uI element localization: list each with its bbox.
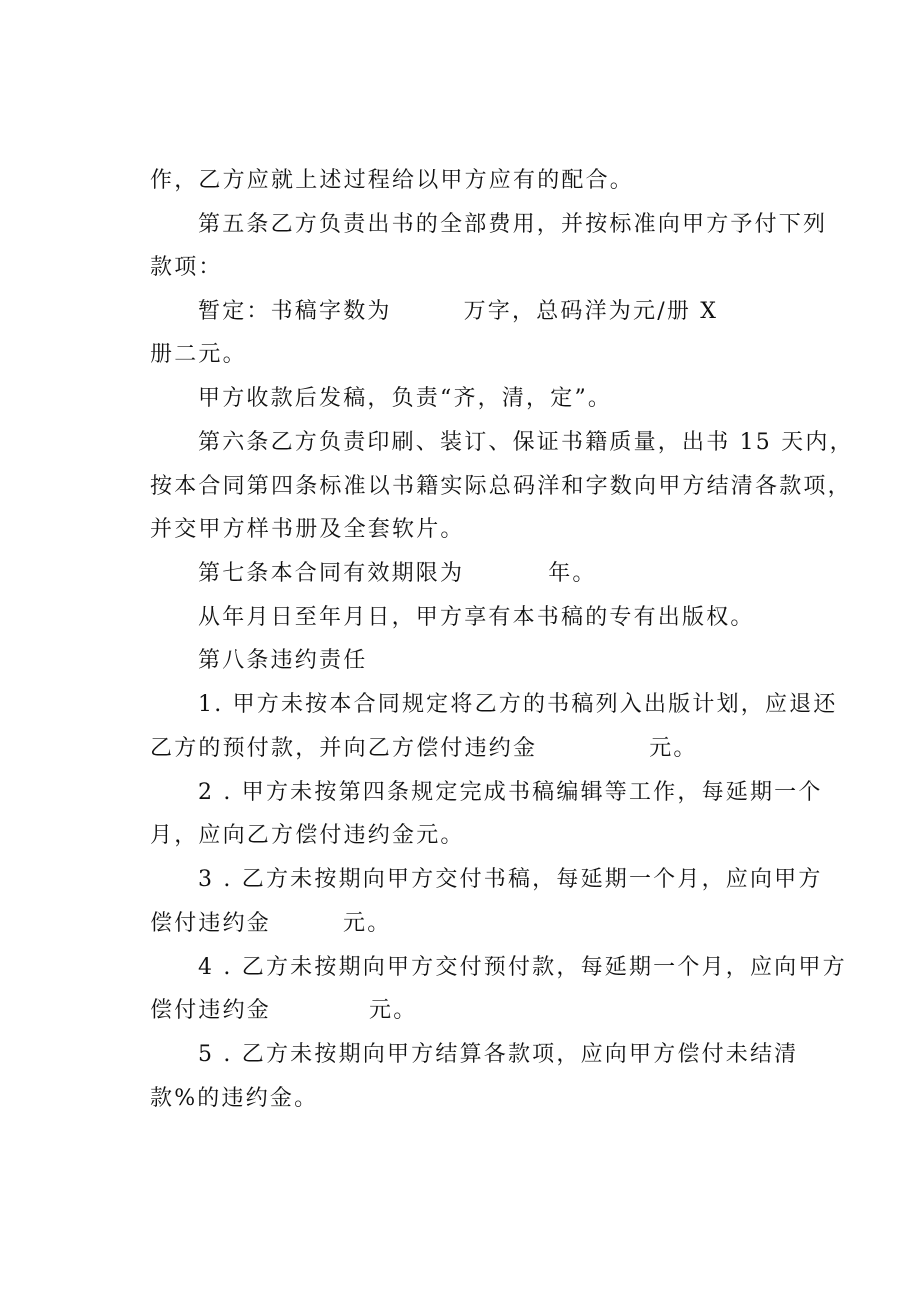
text-line	[150, 909, 391, 939]
text-line: 按本合同第四条标准以书籍实际总码洋和字数向甲方结清各款项，	[150, 474, 852, 499]
clause-two-line: 2 . 甲方未按第四条规定完成书稿编辑等工作，每延期一个	[198, 780, 823, 805]
text-segment: 元。	[369, 998, 418, 1023]
clause-three-line: 3 . 乙方未按期向甲方交付书稿，每延期一个月，应向甲方	[198, 867, 823, 892]
article-six-line: 第六条乙方负责印刷、装订、保证书籍质量，出书 15 天内，	[198, 430, 854, 455]
text-line: 作，乙方应就上述过程给以甲方应有的配合。	[150, 168, 635, 193]
text-line: 册二元。	[150, 342, 247, 367]
text-line	[150, 996, 417, 1026]
text-segment: 第七条本合同有效期限为	[198, 561, 465, 586]
text-line: 款%的违约金。	[150, 1086, 319, 1111]
text-segment: 偿付违约金	[150, 998, 272, 1023]
clause-five-line: 5 . 乙方未按期向甲方结算各款项，应向甲方偿付未结清	[198, 1042, 799, 1067]
text-line	[150, 734, 698, 764]
article-seven-line	[198, 559, 597, 589]
text-line: 从年月日至年月日，甲方享有本书稿的专有出版权。	[198, 605, 755, 630]
text-segment: 万字，总码洋为元/册 X	[463, 299, 719, 324]
text-segment: 乙方的预付款，并向乙方偿付违约金	[150, 736, 538, 761]
text-line: 甲方收款后发稿，负责“齐，清，定”。	[198, 386, 613, 411]
text-segment: 年。	[548, 561, 597, 586]
clause-four-line: 4 . 乙方未按期向甲方交付预付款，每延期一个月，应向甲方	[198, 955, 847, 980]
text-line: 并交甲方样书册及全套软片。	[150, 517, 465, 542]
text-segment: 元。	[343, 911, 392, 936]
text-segment: 元。	[649, 736, 698, 761]
text-line: 款项：	[150, 255, 223, 280]
article-eight-heading: 第八条违约责任	[198, 648, 368, 673]
clause-one-line: 1. 甲方未按本合同规定将乙方的书稿列入出版计划，应退还	[198, 692, 838, 717]
text-line: 月，应向乙方偿付违约金元。	[150, 823, 465, 848]
text-line	[198, 297, 718, 327]
text-segment: 暂定：书稿字数为	[198, 299, 392, 324]
article-five-line: 第五条乙方负责出书的全部费用，并按标准向甲方予付下列	[198, 212, 828, 237]
text-segment: 偿付违约金	[150, 911, 272, 936]
